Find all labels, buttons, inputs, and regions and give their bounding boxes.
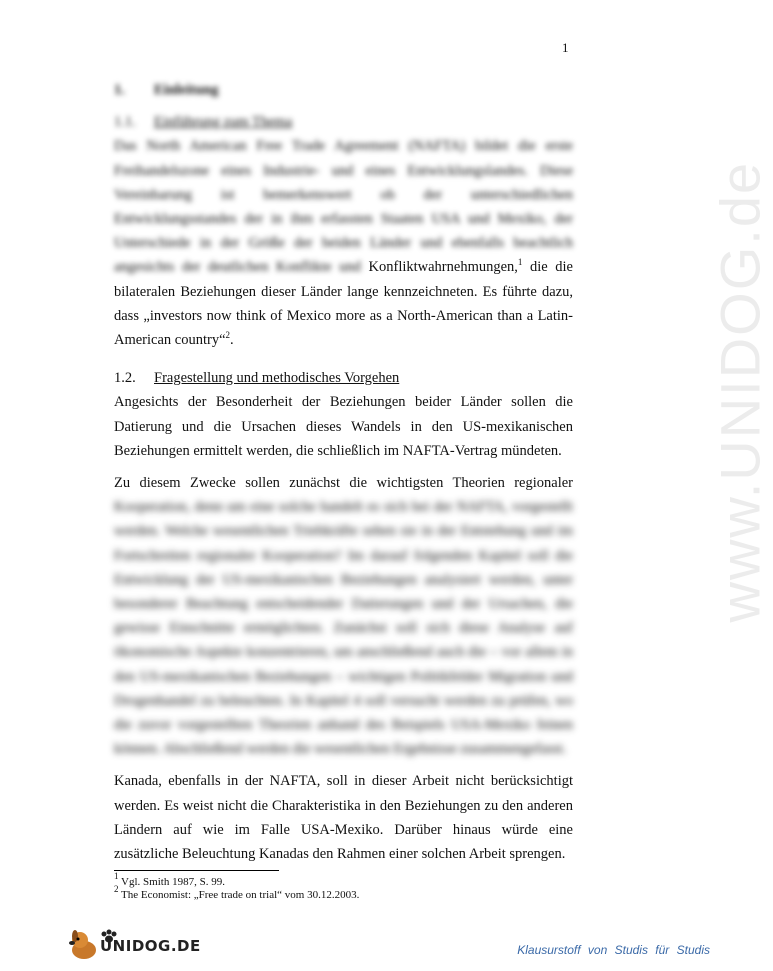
document-body <box>114 78 573 866</box>
logo-wordmark: UNIDOG.DE <box>100 937 201 955</box>
footnotes <box>114 871 360 902</box>
blurred-text: Das North American Free Trade Agreement (NAFTA) bildet die erste Freihandelszone eines Industrie- und eines Entwicklungslandes. Diese Vereinbarung ist bemerkenswert ob der unterschiedlichen Entwicklungsstandes der in ihm erfassten Staaten USA und Mexiko, der Unterschiede in der Größe der beiden Länder und ebenfalls beachtlich angesichts der deutlichen Konflikte und <box>114 138 573 276</box>
footnote-divider <box>114 870 279 871</box>
paragraph-introduction <box>114 134 573 352</box>
paragraph-text: Konfliktwahrnehmungen, <box>368 259 518 276</box>
footnote-text: Vgl. Smith 1987, S. 99. <box>118 876 225 888</box>
footnote-mark: 1 <box>114 871 119 881</box>
watermark: www.UNIDOG.de <box>708 160 772 623</box>
paragraph-canada: Kanada, ebenfalls in der NAFTA, soll in dieser Arbeit nicht berücksichtigt werden. Es weist nicht die Charakteristika in den Beziehungen zu den anderen Ländern auf wie im Falle USA-Mexiko. Darüber hinaus würde eine zusätzliche Beleuchtung Kanadas den Rahmen einer solchen Arbeit sprengen. <box>114 773 573 863</box>
section-title: Fragestellung und methodisches Vorgehen <box>154 370 400 387</box>
footnote-1 <box>114 871 359 889</box>
section-number: 1.2. <box>114 370 136 387</box>
paragraph-method <box>114 471 573 761</box>
footnote-ref[interactable]: 1 <box>517 257 523 268</box>
footnote-mark: 2 <box>114 884 119 894</box>
footnote-ref[interactable]: 2 <box>225 330 231 341</box>
footnote-text: The Economist: „Free trade on trial“ vom 30.12.2003. <box>118 889 360 901</box>
section-title: Einleitung <box>154 82 219 98</box>
tagline: Klausurstoff von Studis für Studis <box>517 943 710 957</box>
footnote-2 <box>114 884 360 902</box>
section-heading-1 <box>114 78 573 102</box>
paragraph-text: . <box>230 332 234 349</box>
blurred-text: Kooperation, denn um eine solche handelt es sich bei der NAFTA, vorgestellt werden. Welche wesentlichen Triebkräfte sehen sie in der Entstehung und im Fortschreiten regionaler Kooperation? Im darauf folgenden Kapitel soll die Entwicklung der US-mexikanischen Beziehungen analysiert werden, unter besonderer Beachtung entscheidender Datierungen und der Ursachen, die gewisse Einschnitte ermöglichten. Zunächst soll sich diese Analyse auf ökonomische Aspekte konzentrieren, um anschließend auch die – vor allem in den US-mexikanischen Beziehungen – wichtigen Politikfelder Migration und Drogenhandel zu beleuchten. In Kapitel 4 soll versucht werden zu prüfen, wo die zuvor vorgestellten Theorien anhand des Beispiels USA-Mexiko feinen können. Abschließend werden die wesentlichen Ergebnisse zusammengefasst. <box>114 499 573 758</box>
section-heading-1-1 <box>114 110 573 134</box>
section-heading-1-2 <box>114 366 573 390</box>
paragraph-question: Angesichts der Besonderheit der Beziehungen beider Länder sollen die Datierung und die Ursachen dieses Wandels in den US-mexikanischen Beziehungen ermittelt werden, die schließlich im NAFTA-Vertrag mündeten. <box>114 394 573 459</box>
section-number: 1.1. <box>114 114 136 131</box>
paragraph-text: die die bilateralen Beziehungen dieser Länder lange kennzeichneten. Es führte dazu, dass „investors now think of Mexico more as a North-American than a Latin-American country“ <box>114 259 573 349</box>
page-number: 1 <box>562 40 569 55</box>
paragraph-text: Zu diesem Zwecke sollen zunächst die wichtigsten Theorien regionaler <box>114 475 573 492</box>
section-title: Einführung zum Thema <box>154 114 293 131</box>
section-number: 1. <box>114 82 125 98</box>
